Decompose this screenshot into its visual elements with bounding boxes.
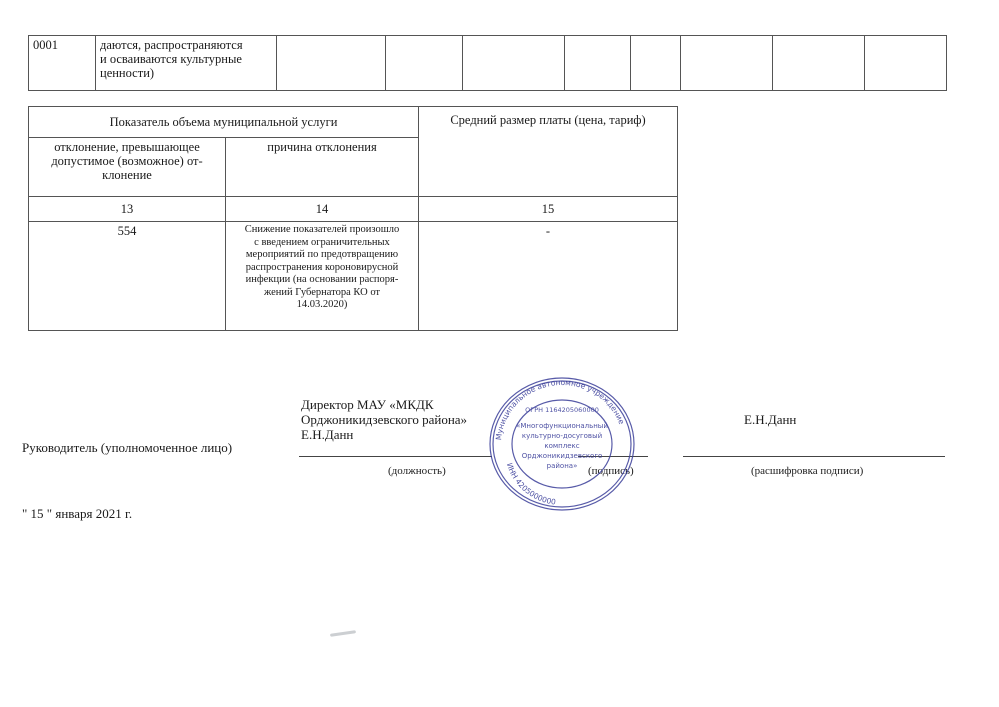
indicator-table: [28, 106, 678, 331]
stamp-center-line: Орджоникидзевского: [521, 452, 603, 460]
stamp-center-line: района»: [546, 462, 578, 470]
subheader-reason: причина отклонения: [226, 138, 419, 197]
header-avg-fee: Средний размер платы (цена, тариф): [419, 107, 678, 197]
stamp-center-line: культурно-досуговый: [521, 432, 603, 440]
report-date: " 15 " января 2021 г.: [22, 506, 133, 521]
deviation-reason: [226, 222, 419, 331]
stamp-center-line: «Многофункциональный: [516, 422, 608, 430]
reason-line: мероприятий по предотвращению: [245, 249, 399, 260]
subheader-deviation: [29, 138, 226, 197]
position-line: Директор МАУ «МКДК: [301, 397, 434, 412]
empty-cell: [386, 36, 463, 91]
manager-label: Руководитель (уполномоченное лицо): [22, 440, 233, 455]
caption-position: (должность): [388, 465, 446, 477]
reason-line: с введением ограничительных: [254, 236, 390, 248]
column-number: 14: [226, 197, 419, 222]
empty-cell: [773, 36, 865, 91]
empty-cell: [631, 36, 681, 91]
position-line: Орджоникидзевского района»: [301, 412, 468, 427]
reason-line: распространения короновирусной: [245, 261, 399, 273]
service-text-line: и осваиваются культурные: [100, 52, 242, 66]
avg-fee-value: -: [419, 222, 678, 331]
service-text-line: даются, распространяются: [100, 38, 243, 52]
stamp-ogrn: ОГРН 1164205060000: [525, 406, 599, 414]
reason-line: жений Губернатора КО от: [263, 286, 381, 298]
reason-line: 14.03.2020): [296, 299, 348, 310]
stamp-outer-text: Муниципальное автономное учреждение: [494, 377, 627, 441]
column-number-row: [29, 197, 678, 222]
empty-cell: [565, 36, 631, 91]
table-row: [29, 222, 678, 331]
decoding-line-rule: [683, 456, 945, 457]
signer-name: Е.Н.Данн: [744, 412, 797, 427]
position-text: [301, 397, 467, 442]
scan-smudge: [330, 630, 356, 637]
position-line: Е.Н.Данн: [301, 427, 354, 442]
empty-cell: [277, 36, 386, 91]
reason-line: Снижение показателей произошло: [244, 224, 400, 235]
service-text-line: ценности): [100, 66, 155, 80]
table-header-row: [29, 107, 678, 138]
header-volume: Показатель объема муниципальной услуги: [29, 107, 419, 138]
table-row: [29, 36, 947, 91]
reason-line: инфекции (на основании распоря-: [245, 274, 399, 285]
top-fragment-table: [28, 35, 947, 91]
stamp-center-line: комплекс: [544, 442, 580, 450]
service-text-cell: [96, 36, 277, 91]
caption-signature: (подпись): [588, 465, 634, 477]
empty-cell: [681, 36, 773, 91]
subheader-line: допустимое (возможное) от-: [51, 154, 203, 168]
empty-cell: [865, 36, 947, 91]
deviation-value: 554: [29, 222, 226, 331]
subheader-line: отклонение, превышающее: [54, 140, 200, 154]
column-number: 15: [419, 197, 678, 222]
organization-stamp: [487, 376, 637, 512]
stamp-inn-text: ИНН 4205000000: [504, 461, 557, 507]
empty-cell: [463, 36, 565, 91]
caption-decoding: (расшифровка подписи): [751, 465, 864, 477]
position-line-rule: [299, 456, 492, 457]
subheader-line: клонение: [102, 168, 152, 182]
code-cell: 0001: [29, 36, 96, 91]
column-number: 13: [29, 197, 226, 222]
